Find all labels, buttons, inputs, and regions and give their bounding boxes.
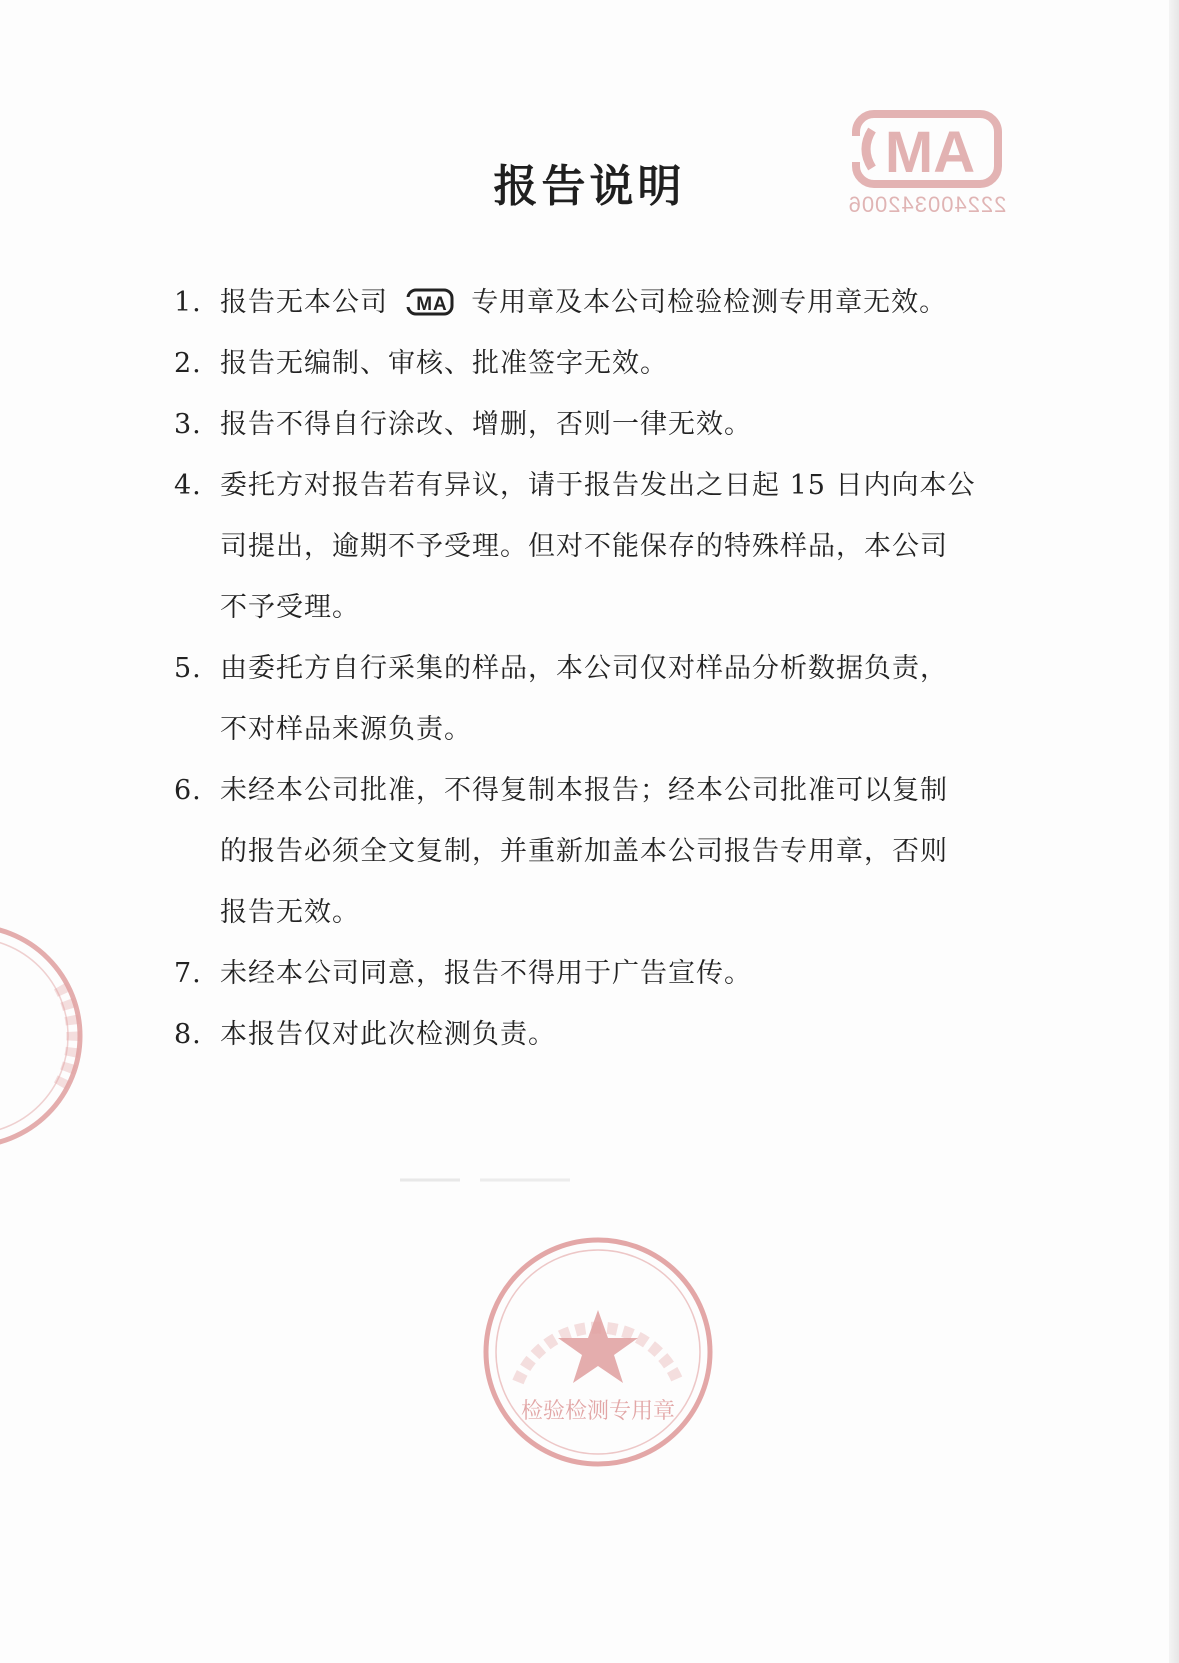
item-line: 的报告必须全文复制，并重新加盖本公司报告专用章，否则 — [220, 836, 948, 867]
item-number: 3. — [174, 409, 202, 440]
item-text: 报告无编制、审核、批准签字无效。 — [220, 348, 668, 379]
page-edge — [1169, 0, 1179, 1663]
item-line: 未经本公司批准，不得复制本报告；经本公司批准可以复制 — [220, 775, 948, 806]
list-item — [174, 1004, 1004, 1065]
item-number: 6. — [174, 775, 202, 806]
instruction-list — [174, 272, 1004, 1065]
item-line: 不予受理。 — [220, 592, 360, 623]
svg-text:MA: MA — [884, 120, 976, 185]
list-item — [174, 943, 1004, 1004]
item-line: 委托方对报告若有异议，请于报告发出之日起 15 日内向本公 — [220, 470, 976, 501]
faint-scan-marks — [400, 1170, 580, 1190]
item-line: 报告无效。 — [220, 897, 360, 928]
item-number: 8. — [174, 1019, 202, 1050]
item-number: 5. — [174, 653, 202, 684]
item-line: 由委托方自行采集的样品，本公司仅对样品分析数据负责， — [220, 653, 948, 684]
item-number: 4. — [174, 470, 202, 501]
partial-seal-left-edge — [0, 916, 90, 1156]
list-item — [174, 333, 1004, 394]
item-text: 未经本公司同意，报告不得用于广告宣传。 — [220, 958, 752, 989]
item-text: 报告不得自行涂改、增删，否则一律无效。 — [220, 409, 752, 440]
item-text: 专用章及本公司检验检测专用章无效。 — [471, 287, 948, 318]
item-number: 7. — [174, 958, 202, 989]
list-item — [174, 760, 1004, 943]
cma-inline-icon — [404, 287, 456, 317]
list-item — [174, 455, 1004, 638]
item-text: 本报告仅对此次检测负责。 — [220, 1019, 556, 1050]
item-text: 报告无本公司 — [220, 287, 388, 318]
item-line: 司提出，逾期不予受理。但对不能保存的特殊样品，本公司 — [220, 531, 948, 562]
item-number: 1. — [174, 287, 202, 318]
list-item — [174, 272, 1004, 333]
item-line: 不对样品来源负责。 — [220, 714, 472, 745]
seal-text: 检验检测专用章 — [520, 1399, 676, 1424]
list-item — [174, 638, 1004, 760]
list-item — [174, 394, 1004, 455]
document-title: 报告说明 — [493, 161, 686, 212]
inspection-seal — [478, 1232, 718, 1472]
item-number: 2. — [174, 348, 202, 379]
cma-certificate-number: 222400342006 — [847, 192, 1007, 217]
svg-text:MA: MA — [415, 294, 448, 315]
